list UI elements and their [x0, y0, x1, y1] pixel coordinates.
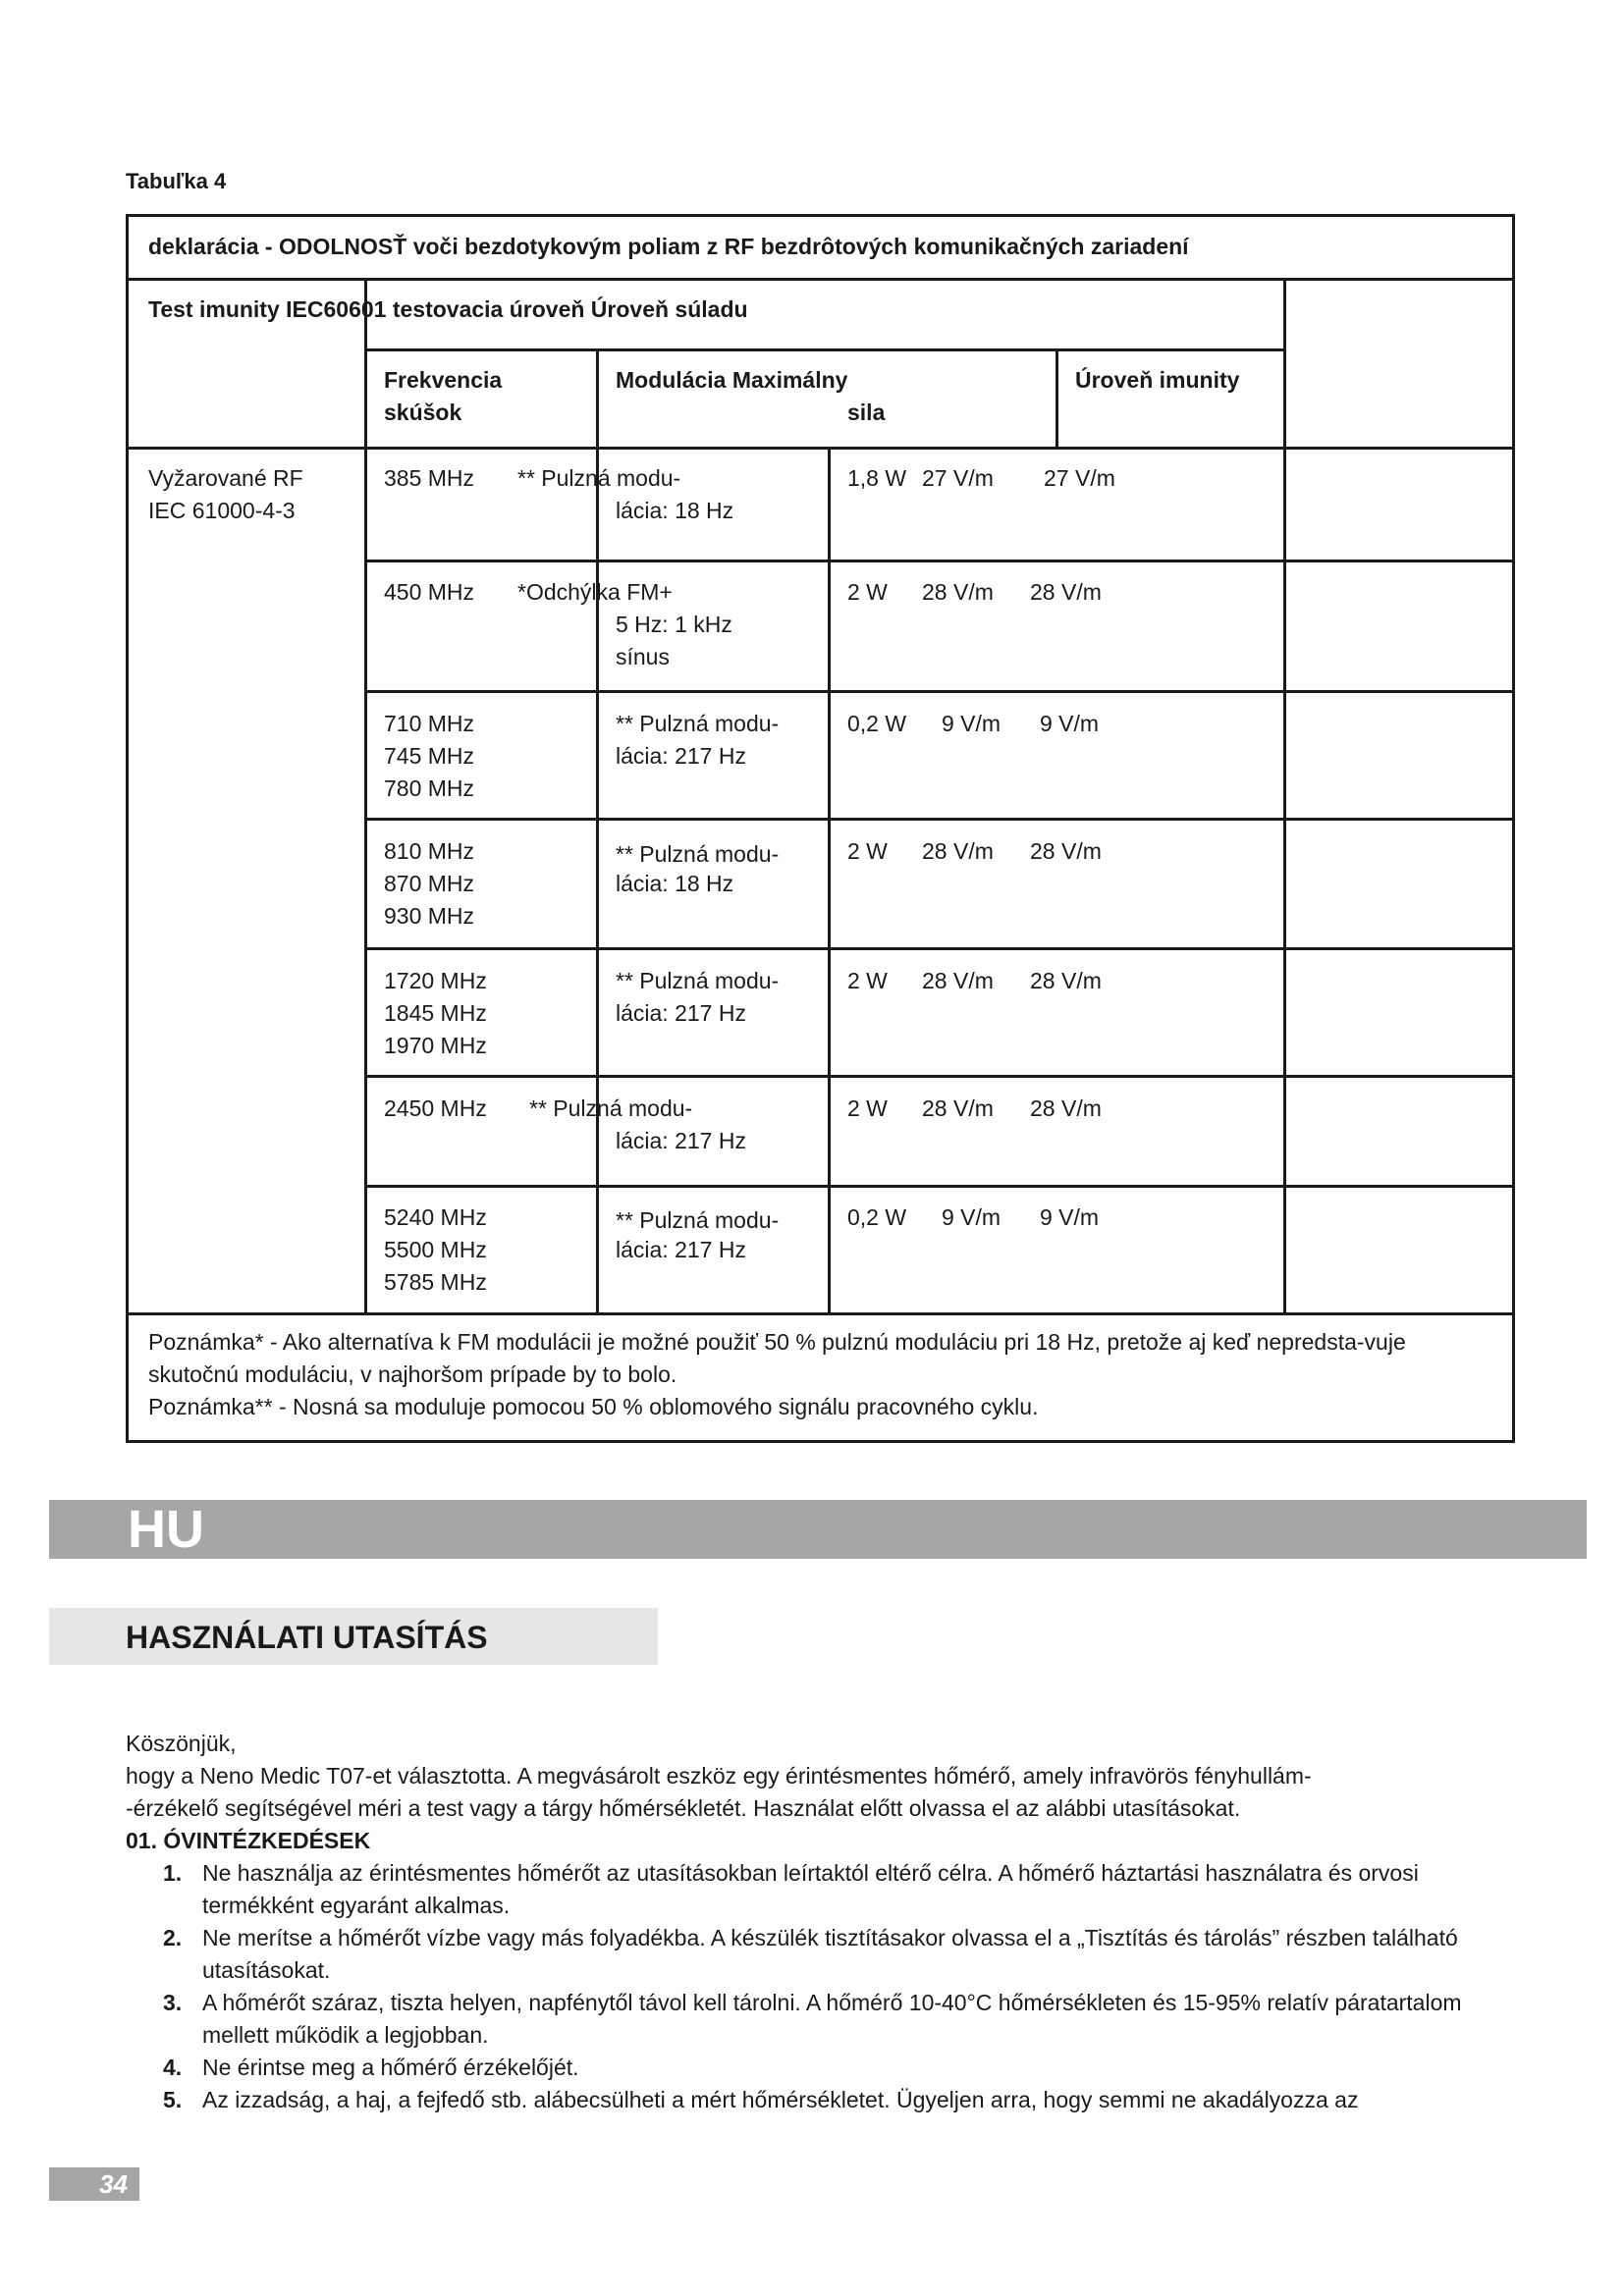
row-4-power: 2 W [847, 838, 888, 864]
row-6-mod-2: lácia: 217 Hz [616, 1128, 746, 1153]
test-name-line2: IEC 61000-4-3 [148, 498, 296, 523]
row-5-freq-3: 1970 MHz [384, 1033, 487, 1058]
row-7-freq-1: 5240 MHz [384, 1204, 487, 1230]
table-rule [364, 560, 1512, 562]
table-rule [364, 1185, 1512, 1188]
item-number: 3. [163, 1990, 183, 2015]
row-1-test-level: 27 V/m [922, 465, 994, 491]
row-4-test-level: 28 V/m [922, 838, 994, 864]
page-number: 34 [49, 2167, 139, 2201]
row-2-mod-3: sínus [616, 644, 670, 669]
row-1-freq: 385 MHz [384, 465, 475, 491]
note-1: Poznámka* - Ako alternatíva k FM modulácii je možné použiť 50 % pulznú moduláciu pri 18 Hz, pretože aj keď nepredsta-vuje skutočnú moduláciu, v najhoršom prípade by to bolo. [148, 1329, 1406, 1387]
table-caption: Tabuľka 4 [126, 169, 227, 193]
language-code: HU [128, 1500, 204, 1559]
row-1-mod-2: lácia: 18 Hz [616, 498, 734, 523]
row-5-compliance: 28 V/m [1030, 968, 1102, 993]
list-item [126, 2084, 1500, 2116]
table-rule [1283, 278, 1286, 1312]
row-3-freq-2: 745 MHz [384, 743, 475, 769]
list-item [126, 1857, 1500, 1922]
item-text: Ne érintse meg a hőmérő érzékelőjét. [202, 2055, 579, 2080]
table-title: deklarácia - ODOLNOSŤ voči bezdotykovým poliam z RF bezdrôtových komunikačných zariadení [148, 234, 1189, 259]
list-item [126, 1922, 1500, 1987]
item-text: A hőmérőt száraz, tiszta helyen, napfénytől távol kell tárolni. A hőmérő 10-40°C hőmérsékleten és 15-95% relatív páratartalom mellett működik a legjobban. [202, 1990, 1462, 2048]
immunity-table [126, 214, 1515, 1443]
row-2-mod-1: *Odchýlka FM+ [517, 579, 673, 605]
language-banner [49, 1500, 1587, 1559]
row-3-mod-1: ** Pulzná modu- [616, 711, 780, 736]
row-2-freq: 450 MHz [384, 579, 475, 605]
row-4-freq-1: 810 MHz [384, 838, 475, 864]
row-1-power: 1,8 W [847, 465, 907, 491]
row-5-freq-2: 1845 MHz [384, 1000, 487, 1026]
item-number: 5. [163, 2087, 183, 2112]
row-6-test-level: 28 V/m [922, 1095, 994, 1121]
row-1-compliance: 27 V/m [1044, 465, 1115, 491]
row-6-freq: 2450 MHz [384, 1095, 487, 1121]
col-modulation: Modulácia Maximálny [616, 367, 848, 393]
intro-line-1: Köszönjük, [126, 1731, 237, 1756]
instructions-body [126, 1728, 1500, 2116]
table-rule [364, 947, 1512, 950]
row-5-mod-1: ** Pulzná modu- [616, 968, 780, 993]
list-item [126, 1987, 1500, 2052]
item-text: Az izzadság, a haj, a fejfedő stb. alábecsülheti a mért hőmérsékletet. Ügyeljen arra, hogy semmi ne akadályozza az [202, 2087, 1359, 2112]
row-7-test-level: 9 V/m [942, 1204, 1001, 1230]
test-name-line1: Vyžarované RF [148, 465, 303, 491]
precautions-list [126, 1857, 1500, 2116]
table-rule [364, 348, 1283, 351]
item-text: Ne merítse a hőmérőt vízbe vagy más folyadékba. A készülék tisztításakor olvassa el a „Tisztítás és tárolás” részben található utasításokat. [202, 1925, 1458, 1983]
row-2-power: 2 W [847, 579, 888, 605]
item-number: 1. [163, 1860, 183, 1886]
row-2-compliance: 28 V/m [1030, 579, 1102, 605]
row-5-test-level: 28 V/m [922, 968, 994, 993]
row-7-mod-2: lácia: 217 Hz [616, 1237, 746, 1262]
row-4-mod-2: lácia: 18 Hz [616, 871, 734, 896]
list-item [126, 2052, 1500, 2084]
note-2: Poznámka** - Nosná sa moduluje pomocou 50 % oblomového signálu pracovného cyklu. [148, 1394, 1039, 1419]
table-rule [129, 447, 1512, 450]
row-5-power: 2 W [847, 968, 888, 993]
row-4-freq-3: 930 MHz [384, 903, 475, 929]
row-3-freq-1: 710 MHz [384, 711, 475, 736]
row-5-freq-1: 1720 MHz [384, 968, 487, 993]
header-row-1: Test imunity IEC60601 testovacia úroveň Úroveň súladu [148, 296, 748, 322]
table-rule [364, 818, 1512, 821]
table-rule [1056, 348, 1058, 447]
row-7-compliance: 9 V/m [1040, 1204, 1100, 1230]
intro-line-2: hogy a Neno Medic T07-et választotta. A megvásárolt eszköz egy érintésmentes hőmérő, amely infravörös fényhullám- [126, 1763, 1312, 1789]
item-text: Ne használja az érintésmentes hőmérőt az utasításokban leírtaktól eltérő célra. A hőmérő háztartási használatra és orvosi termékként egyaránt alkalmas. [202, 1860, 1419, 1918]
row-6-mod-1: ** Pulzná modu- [529, 1095, 693, 1121]
row-6-compliance: 28 V/m [1030, 1095, 1102, 1121]
row-4-freq-2: 870 MHz [384, 871, 475, 896]
table-rule [129, 278, 1512, 281]
row-4-compliance: 28 V/m [1030, 838, 1102, 864]
table-rule [129, 1312, 1512, 1315]
col-power: sila [847, 400, 886, 425]
row-7-mod-1: ** Pulzná modu- [616, 1207, 780, 1233]
col-freq-line2: skúšok [384, 400, 462, 425]
row-3-power: 0,2 W [847, 711, 907, 736]
precautions-heading: 01. ÓVINTÉZKEDÉSEK [126, 1828, 371, 1853]
row-4-mod-1: ** Pulzná modu- [616, 841, 780, 867]
row-7-freq-3: 5785 MHz [384, 1269, 487, 1295]
row-3-compliance: 9 V/m [1040, 711, 1100, 736]
row-5-mod-2: lácia: 217 Hz [616, 1000, 746, 1026]
col-freq-line1: Frekvencia [384, 367, 503, 393]
row-3-mod-2: lácia: 217 Hz [616, 743, 746, 769]
intro-line-3: -érzékelő segítségével méri a test vagy a tárgy hőmérsékletét. Használat előtt olvassa el az alábbi utasításokat. [126, 1795, 1241, 1821]
col-immunity-level: Úroveň imunity [1075, 367, 1240, 393]
row-6-power: 2 W [847, 1095, 888, 1121]
row-7-freq-2: 5500 MHz [384, 1237, 487, 1262]
table-rule [364, 278, 367, 1312]
table-rule [364, 1075, 1512, 1078]
item-number: 2. [163, 1925, 183, 1950]
row-3-freq-3: 780 MHz [384, 775, 475, 801]
row-3-test-level: 9 V/m [942, 711, 1001, 736]
table-rule [364, 690, 1512, 693]
row-1-mod-1: ** Pulzná modu- [517, 465, 681, 491]
row-2-mod-2: 5 Hz: 1 kHz [616, 612, 732, 637]
table-notes [148, 1326, 1493, 1423]
section-title-banner [49, 1608, 658, 1665]
table-rule [828, 447, 831, 1312]
row-2-test-level: 28 V/m [922, 579, 994, 605]
item-number: 4. [163, 2055, 183, 2080]
section-title: HASZNÁLATI UTASÍTÁS [126, 1620, 488, 1655]
row-7-power: 0,2 W [847, 1204, 907, 1230]
